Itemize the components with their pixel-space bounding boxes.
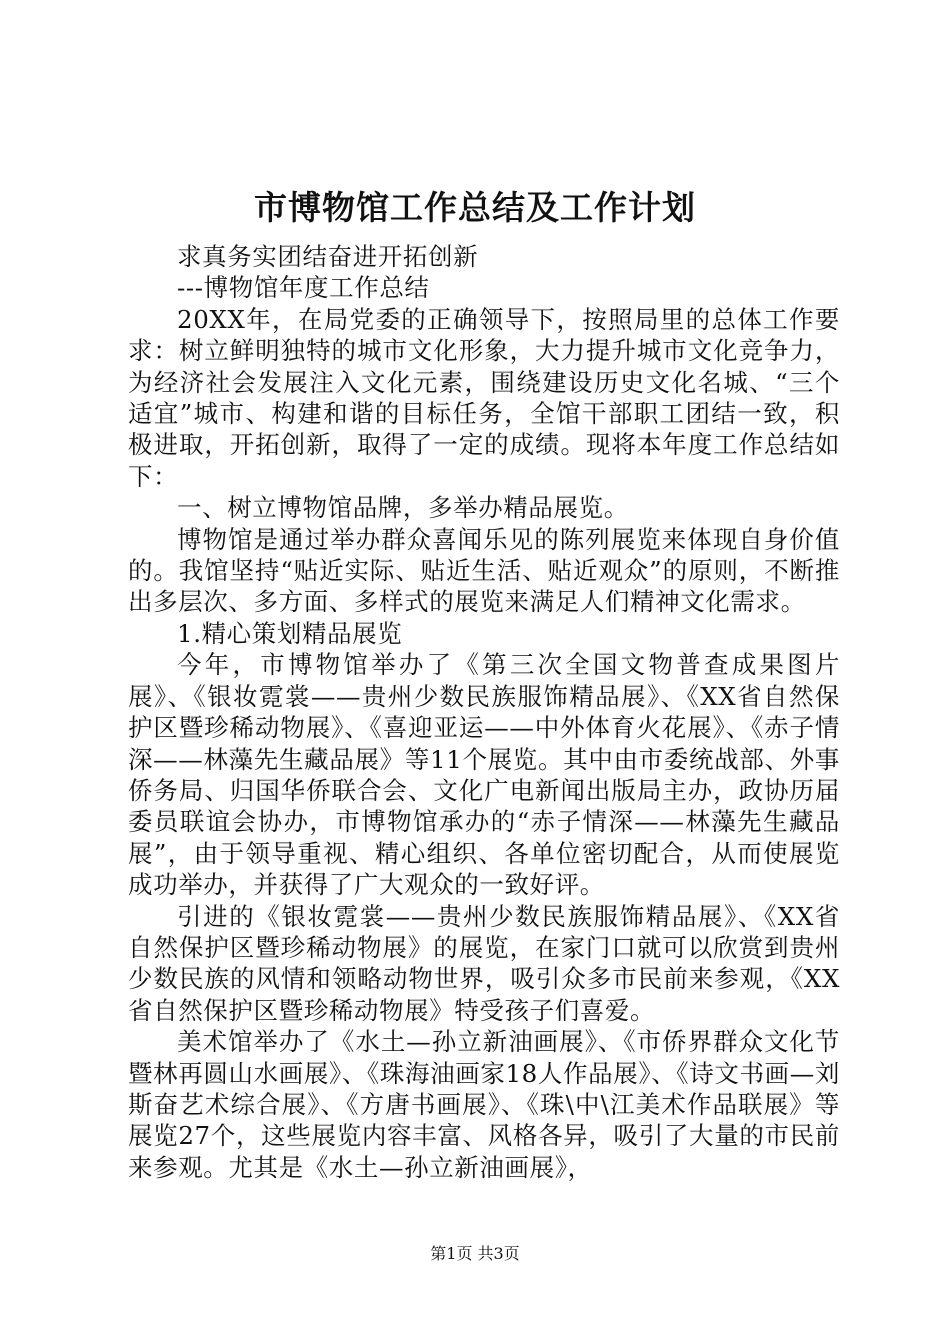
subsection-heading: 1.精心策划精品展览 [177,618,403,648]
paragraph: 博物馆是通过举办群众喜闻乐见的陈列展览来体现自身价值的。我馆坚持“贴近实际、贴近生活、贴近观众”的原则，不断推出多层次、多方面、多样式的展览来满足人们精神文化需求。 [128,524,840,617]
document-body [128,241,840,1183]
paragraph: 引进的《银妆霓裳——贵州少数民族服饰精品展》、《XX省自然保护区暨珍稀动物展》的展览，在家门口就可以欣赏到贵州少数民族的风情和领略动物世界，吸引众多市民前来参观，《XX省自然保护区暨珍稀动物展》特受孩子们喜爱。 [128,901,840,1025]
page-indicator: 第1页 共3页 [430,1244,520,1263]
document-title: 市博物馆工作总结及工作计划 [254,188,696,227]
paragraph-motto: 求真务实团结奋进开拓创新 [177,242,479,271]
paragraph: 美术馆举办了《水土—孙立新油画展》、《市侨界群众文化节暨林再圆山水画展》、《珠海油画家18人作品展》、《诗文书画—刘斯奋艺术综合展》、《方唐书画展》、《珠\中\江美术作品联展》等展览27个，这些展览内容丰富、风格各异，吸引了大量的市民前来参观。尤其是《水土—孙立新油画展》， [128,1027,840,1182]
paragraph-intro: 20XX年，在局党委的正确领导下，按照局里的总体工作要求：树立鲜明独特的城市文化形象，大力提升城市文化竞争力，为经济社会发展注入文化元素，围绕建设历史文化名城、“三个适宜”城市、构建和谐的目标任务，全馆干部职工团结一致，积极进取，开拓创新，取得了一定的成绩。现将本年度工作总结如下： [128,304,840,491]
paragraph-subtitle: ---博物馆年度工作总结 [177,273,430,303]
paragraph: 今年，市博物馆举办了《第三次全国文物普查成果图片展》、《银妆霓裳——贵州少数民族服饰精品展》、《XX省自然保护区暨珍稀动物展》、《喜迎亚运——中外体育火花展》、《赤子情深——林藻先生藏品展》等11个展览。其中由市委统战部、外事侨务局、归国华侨联合会、文化广电新闻出版局主办，政协历届委员联谊会协办，市博物馆承办的“赤子情深——林藻先生藏品展”，由于领导重视、精心组织、各单位密切配合，从而使展览成功举办，并获得了广大观众的一致好评。 [128,650,840,900]
section-heading: 一、树立博物馆品牌，多举办精品展览。 [177,493,629,523]
